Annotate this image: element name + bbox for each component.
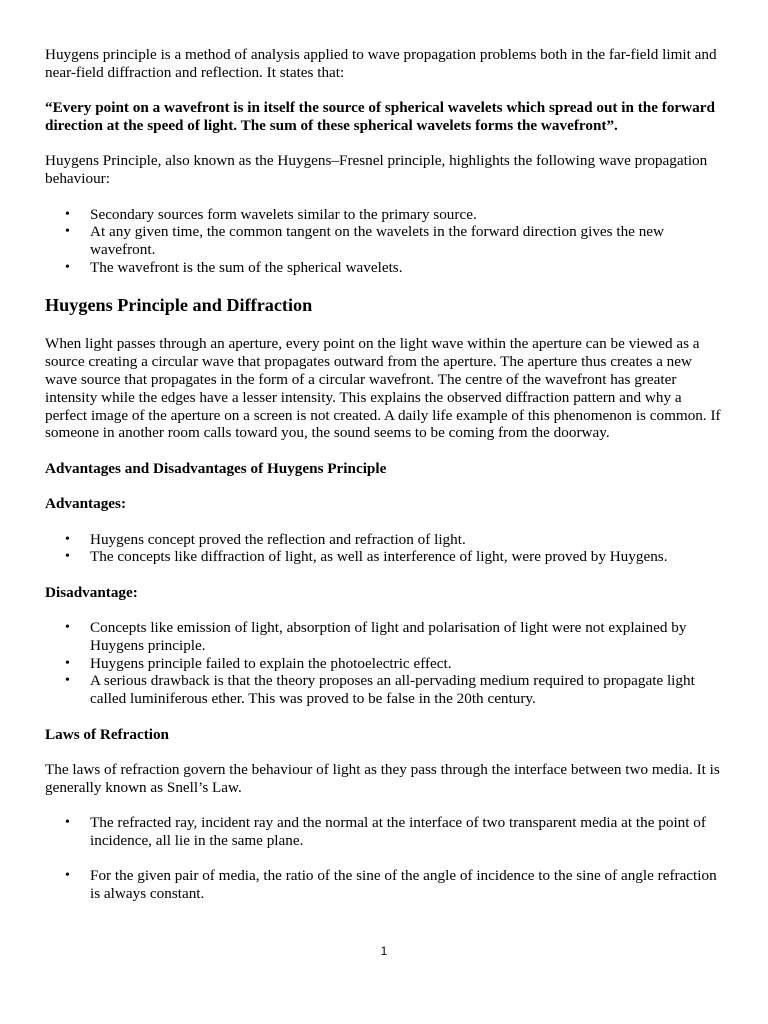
list-item: • Huygens concept proved the reflection and refraction of light. bbox=[65, 530, 466, 548]
list-item: • The wavefront is the sum of the spherical wavelets. bbox=[65, 258, 403, 276]
list-item: • A serious drawback is that the theory proposes an all-pervading medium required to propagate light called luminiferous ether. This was proved to be false in the 20th century. bbox=[65, 672, 695, 708]
advantages-label: Advantages: bbox=[45, 495, 127, 513]
list-item: • For the given pair of media, the ratio of the sine of the angle of incidence to the sine of angle refraction is always constant. bbox=[65, 867, 717, 903]
list-item: • Concepts like emission of light, absorption of light and polarisation of light were not explained by Huygens principle. bbox=[65, 619, 687, 654]
bullet-icon: • bbox=[65, 655, 70, 671]
disadvantage-label: Disadvantage: bbox=[45, 583, 138, 601]
bullet-icon: • bbox=[65, 206, 70, 222]
list-item: • At any given time, the common tangent on the wavelets in the forward direction gives the new wavefront. bbox=[65, 223, 665, 259]
bullet-icon: • bbox=[65, 549, 70, 565]
disadvantages-list bbox=[45, 619, 721, 708]
diffraction-heading: Huygens Principle and Diffraction bbox=[45, 295, 313, 316]
intro-paragraph: Huygens principle is a method of analysis applied to wave propagation problems both in the far-field limit and near-field diffraction and reflection. It states that: bbox=[45, 46, 717, 81]
refraction-laws-list bbox=[45, 814, 721, 903]
bullet-icon: • bbox=[65, 259, 70, 275]
list-item: • Huygens principle failed to explain the photoelectric effect. bbox=[65, 654, 452, 672]
bullet-icon: • bbox=[65, 815, 70, 831]
advantages-list bbox=[45, 531, 721, 567]
diffraction-paragraph: When light passes through an aperture, every point on the light wave within the aperture can be viewed as a source creating a circular wave that propagates outward from the aperture. The aperture thus creates a new wave source that propagates in the form of a circular wavefront. The centre of the wavefront has greater intensity while the edges have a lesser intensity. This explains the observed diffraction pattern and why a perfect image of the aperture on a screen is not created. A daily life example of this phenomenon is common. If someone in another room calls toward you, the sound seems to be coming from the doorway. bbox=[45, 335, 721, 442]
bullet-icon: • bbox=[65, 531, 70, 547]
list-item: • The concepts like diffraction of light, as well as interference of light, were proved by Huygens. bbox=[65, 548, 668, 566]
list-item: • The refracted ray, incident ray and the normal at the interface of two transparent media at the point of incidence, all lie in the same plane. bbox=[65, 814, 706, 850]
bullet-icon: • bbox=[65, 620, 70, 636]
huygens-fresnel-paragraph: Huygens Principle, also known as the Huygens–Fresnel principle, highlights the following wave propagation behaviour: bbox=[45, 152, 708, 188]
document-page bbox=[45, 46, 721, 921]
list-item: • Secondary sources form wavelets similar to the primary source. bbox=[65, 205, 477, 223]
bullet-icon: • bbox=[65, 868, 70, 884]
refraction-paragraph: The laws of refraction govern the behaviour of light as they pass through the interface between two media. It is generally known as Snell’s Law. bbox=[45, 761, 720, 796]
pros-cons-heading: Advantages and Disadvantages of Huygens Principle bbox=[45, 459, 387, 477]
wave-behaviour-list bbox=[45, 206, 721, 277]
bullet-icon: • bbox=[65, 224, 70, 240]
bullet-icon: • bbox=[65, 673, 70, 689]
page-number: 1 bbox=[380, 944, 388, 958]
refraction-heading: Laws of Refraction bbox=[45, 725, 170, 743]
huygens-quote: “Every point on a wavefront is in itself the source of spherical wavelets which spread out in the forward direction at the speed of light. The sum of these spherical wavelets forms the wavefront”. bbox=[45, 99, 715, 134]
